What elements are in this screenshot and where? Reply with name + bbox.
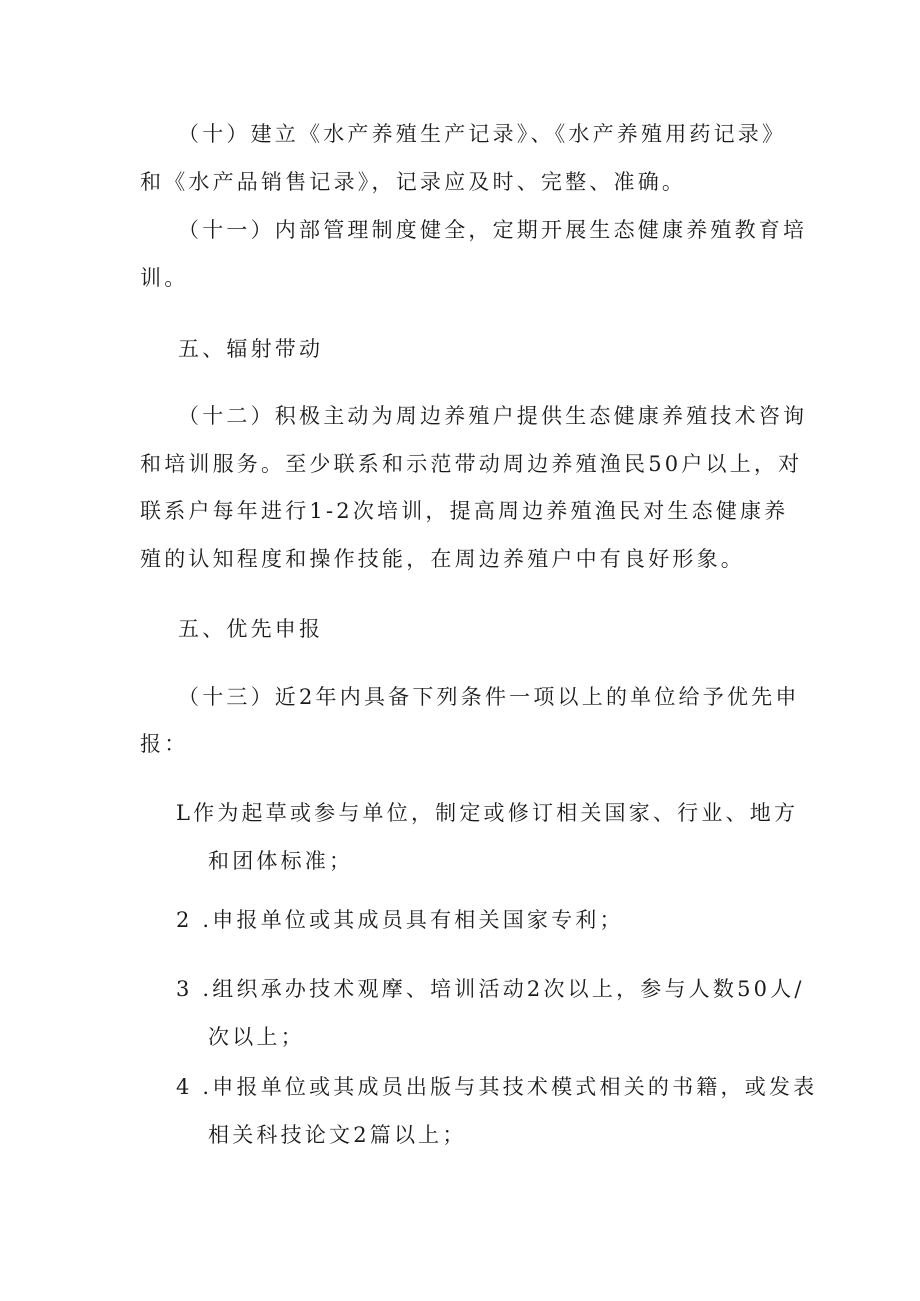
list-item-3-line-1: 3 .组织承办技术观摩、培训活动2次以上，参与人数50人/ [176,977,805,1001]
list-item-1-line-2: 和团体标准； [208,849,354,873]
section-heading-priority: 五、优先申报 [178,617,324,641]
list-item-2-line-1: 2 .申报单位或其成员具有相关国家专利； [176,908,624,932]
paragraph-10-line-1: （十）建立《水产养殖生产记录》、《水产养殖用药记录》 [178,122,787,146]
list-item-4-line-2: 相关科技论文2篇以上； [208,1123,467,1147]
paragraph-12-line-2: 和培训服务。至少联系和示范带动周边养殖渔民50户以上，对 [140,452,803,476]
paragraph-13-line-2: 报： [140,732,189,756]
list-item-1-line-1: L作为起草或参与单位，制定或修订相关国家、行业、地方 [176,801,799,825]
paragraph-10-line-2: 和《水产品销售记录》，记录应及时、完整、准确。 [140,170,687,194]
section-heading-radiation: 五、辐射带动 [178,337,324,361]
paragraph-12-line-3: 联系户每年进行1-2次培训，提高周边养殖渔民对生态健康养 [140,499,789,523]
paragraph-12-line-4: 殖的认知程度和操作技能，在周边养殖户中有良好形象。 [140,547,745,571]
list-item-3-line-2: 次以上； [208,1025,305,1049]
paragraph-11-line-1: （十一）内部管理制度健全，定期开展生态健康养殖教育培 [178,218,808,242]
paragraph-11-line-2: 训。 [140,266,189,290]
paragraph-13-line-1: （十三）近2年内具备下列条件一项以上的单位给予优先申 [178,685,800,709]
list-item-4-line-1: 4 .申报单位或其成员出版与其技术模式相关的书籍，或发表 [176,1075,818,1099]
paragraph-12-line-1: （十二）积极主动为周边养殖户提供生态健康养殖技术咨询 [178,404,808,428]
